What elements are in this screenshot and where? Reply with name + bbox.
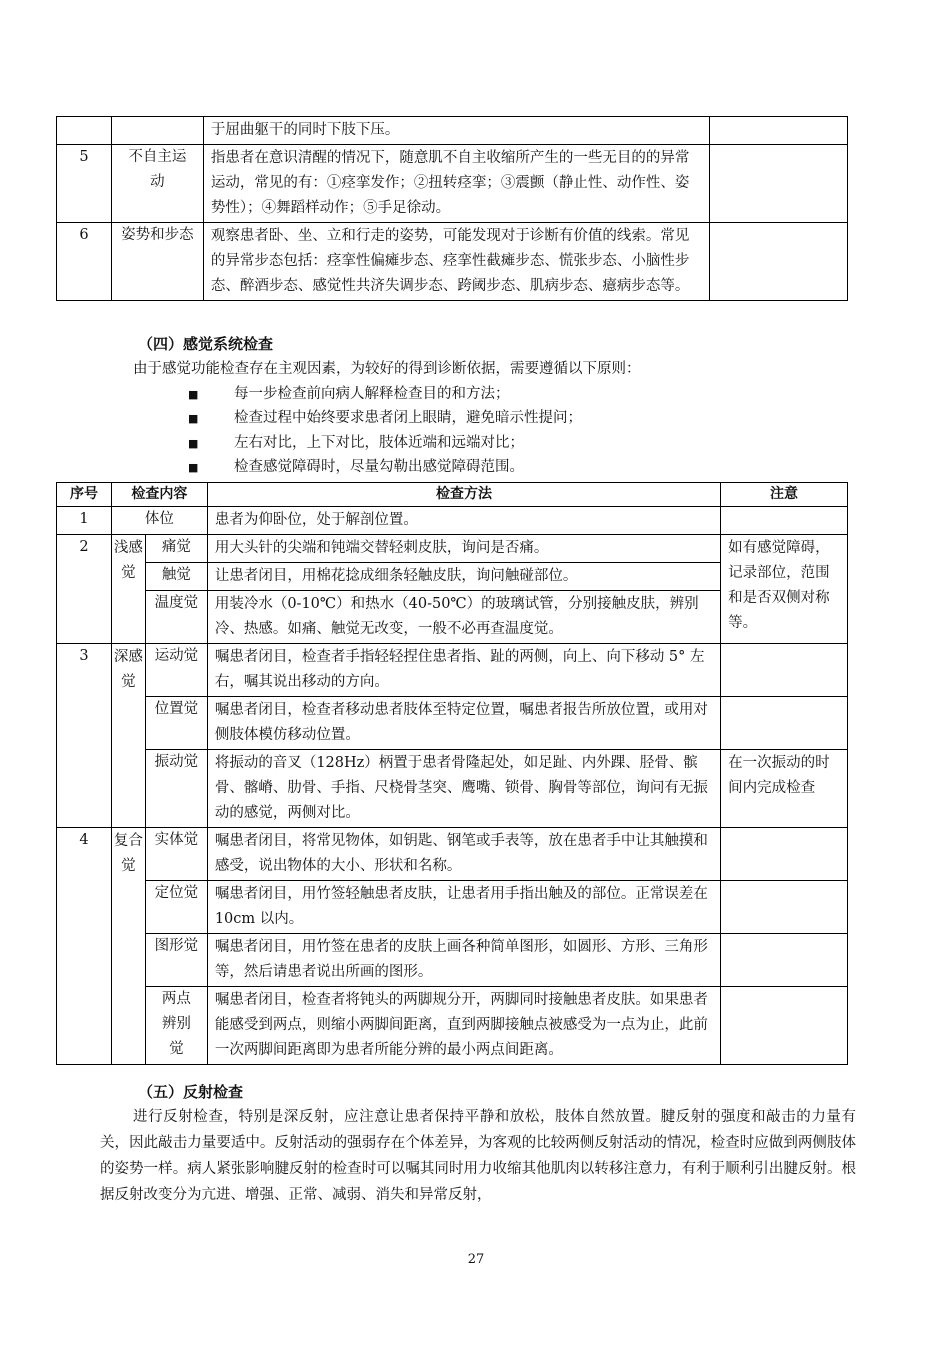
row-note [721, 644, 848, 697]
section-intro: 由于感觉功能检查存在主观因素，为较好的得到诊断依据，需要遵循以下原则： [133, 361, 641, 377]
row-note [710, 117, 848, 145]
row-item: 不自主运动 [111, 145, 203, 223]
section-heading: （五）反射检查 [138, 1083, 244, 1101]
section-body: 进行反射检查，特别是深反射，应注意让患者保持平静和放松，肢体自然放置。腱反射的强度和敲击的力量有关，因此敲击力量要适中。反射活动的强弱存在个体差异，为客观的比较两侧反射活动的情况，检查时应做到两侧肢体的姿势一样。病人紧张影响腱反射的检查时可以嘱其同时用力收缩其他肌肉以转移注意力，有利于顺利引出腱反射。根据反射改变分为亢进、增强、正常、减弱、消失和异常反射， [100, 1109, 856, 1203]
table-row [57, 145, 848, 223]
table-row [57, 697, 848, 750]
row-method: 用装冷水（0-10℃）和热水（40-50℃）的玻璃试管，分别接触皮肤，辨别冷、热感。如痛、触觉无改变，一般不必再查温度觉。 [207, 591, 720, 644]
list-item: ■ 检查感觉障碍时，尽量勾勒出感觉障碍范围。 [188, 456, 524, 479]
table-row [57, 881, 848, 934]
row-method: 让患者闭目，用棉花捻成细条轻触皮肤，询问触碰部位。 [207, 563, 720, 591]
row-item: 图形觉 [145, 934, 207, 987]
sensory-exam-table [56, 482, 848, 1065]
row-item: 振动觉 [145, 750, 207, 828]
header-method: 检查方法 [207, 483, 720, 507]
row-number: 5 [57, 145, 112, 223]
header-content: 检查内容 [111, 483, 207, 507]
row-method: 嘱患者闭目，用竹签轻触患者皮肤，让患者用手指出触及的部位。正常误差在 10cm 以内。 [207, 881, 720, 934]
motor-exam-table [56, 116, 848, 301]
bullet-icon: ■ [188, 437, 199, 450]
header-note: 注意 [721, 483, 848, 507]
row-note [721, 881, 848, 934]
list-item: ■ 左右对比，上下对比，肢体近端和远端对比； [188, 432, 524, 455]
table-row [57, 828, 848, 881]
table-header-row [57, 483, 848, 507]
row-method: 患者为仰卧位，处于解剖位置。 [207, 507, 720, 535]
list-item: ■ 每一步检查前向病人解释检查目的和方法； [188, 383, 510, 406]
row-item: 位置觉 [145, 697, 207, 750]
table-row [57, 644, 848, 697]
row-note [721, 987, 848, 1065]
row-method: 嘱患者闭目，检查者移动患者肢体至特定位置，嘱患者报告所放位置，或用对侧肢体模仿移动位置。 [207, 697, 720, 750]
table-row [57, 507, 848, 535]
row-method: 将振动的音叉（128Hz）柄置于患者骨隆起处，如足趾、内外踝、胫骨、髌骨、髂嵴、肋骨、手指、尺桡骨茎突、鹰嘴、锁骨、胸骨等部位，询问有无振动的感觉，两侧对比。 [207, 750, 720, 828]
row-note: 如有感觉障碍，记录部位，范围和是否双侧对称等。 [721, 535, 848, 644]
row-item: 温度觉 [145, 591, 207, 644]
row-item: 体位 [111, 507, 207, 535]
bullet-icon: ■ [188, 412, 199, 425]
row-number: 6 [57, 223, 112, 301]
row-note [721, 934, 848, 987]
row-method: 嘱患者闭目，检查者将钝头的两脚规分开，两脚同时接触患者皮肤。如果患者能感受到两点，则缩小两脚间距离，直到两脚接触点被感受为一点为止，此前一次两脚间距离即为患者所能分辨的最小两点间距离。 [207, 987, 720, 1065]
row-number: 4 [57, 828, 112, 1065]
row-item: 姿势和步态 [111, 223, 203, 301]
row-item: 实体觉 [145, 828, 207, 881]
group-label: 复合觉 [111, 828, 145, 1065]
table-row [57, 223, 848, 301]
group-label: 深感觉 [111, 644, 145, 828]
row-note: 在一次振动的时间内完成检查 [721, 750, 848, 828]
row-item: 两点辨别觉 [145, 987, 207, 1065]
row-method: 用大头针的尖端和钝端交替轻刺皮肤，询问是否痛。 [207, 535, 720, 563]
group-label: 浅感觉 [111, 535, 145, 644]
header-number: 序号 [57, 483, 112, 507]
bullet-icon: ■ [188, 388, 199, 401]
row-method: 嘱患者闭目，检查者手指轻轻捏住患者指、趾的两侧，向上、向下移动 5° 左右，嘱其说出移动的方向。 [207, 644, 720, 697]
row-description: 于屈曲躯干的同时下肢下压。 [203, 117, 709, 145]
page-number: 27 [467, 1252, 485, 1267]
row-description: 观察患者卧、坐、立和行走的姿势，可能发现对于诊断有价值的线索。常见的异常步态包括：痉挛性偏瘫步态、痉挛性截瘫步态、慌张步态、小脑性步态、醉酒步态、感觉性共济失调步态、跨阈步态、肌病步态、癔病步态等。 [203, 223, 709, 301]
row-number: 1 [57, 507, 112, 535]
row-note [710, 223, 848, 301]
row-number: 3 [57, 644, 112, 828]
row-method: 嘱患者闭目，用竹签在患者的皮肤上画各种简单图形，如圆形、方形、三角形等，然后请患者说出所画的图形。 [207, 934, 720, 987]
table-row [57, 750, 848, 828]
table-row [57, 934, 848, 987]
table-row [57, 987, 848, 1065]
row-item: 触觉 [145, 563, 207, 591]
row-item [111, 117, 203, 145]
row-method: 嘱患者闭目，将常见物体，如钥匙、钢笔或手表等，放在患者手中让其触摸和感受，说出物体的大小、形状和名称。 [207, 828, 720, 881]
row-note [710, 145, 848, 223]
row-number: 2 [57, 535, 112, 644]
section-heading: （四）感觉系统检查 [138, 335, 274, 353]
row-item: 定位觉 [145, 881, 207, 934]
row-description: 指患者在意识清醒的情况下，随意肌不自主收缩所产生的一些无目的的异常运动，常见的有：①痉挛发作；②扭转痉挛；③震颤（静止性、动作性、姿势性）；④舞蹈样动作；⑤手足徐动。 [203, 145, 709, 223]
row-note [721, 697, 848, 750]
table-row [57, 535, 848, 563]
bullet-icon: ■ [188, 461, 199, 474]
row-note [721, 828, 848, 881]
list-item: ■ 检查过程中始终要求患者闭上眼睛，避免暗示性提问； [188, 407, 582, 430]
table-row [57, 117, 848, 145]
row-item: 运动觉 [145, 644, 207, 697]
row-item: 痛觉 [145, 535, 207, 563]
row-note [721, 507, 848, 535]
row-number [57, 117, 112, 145]
